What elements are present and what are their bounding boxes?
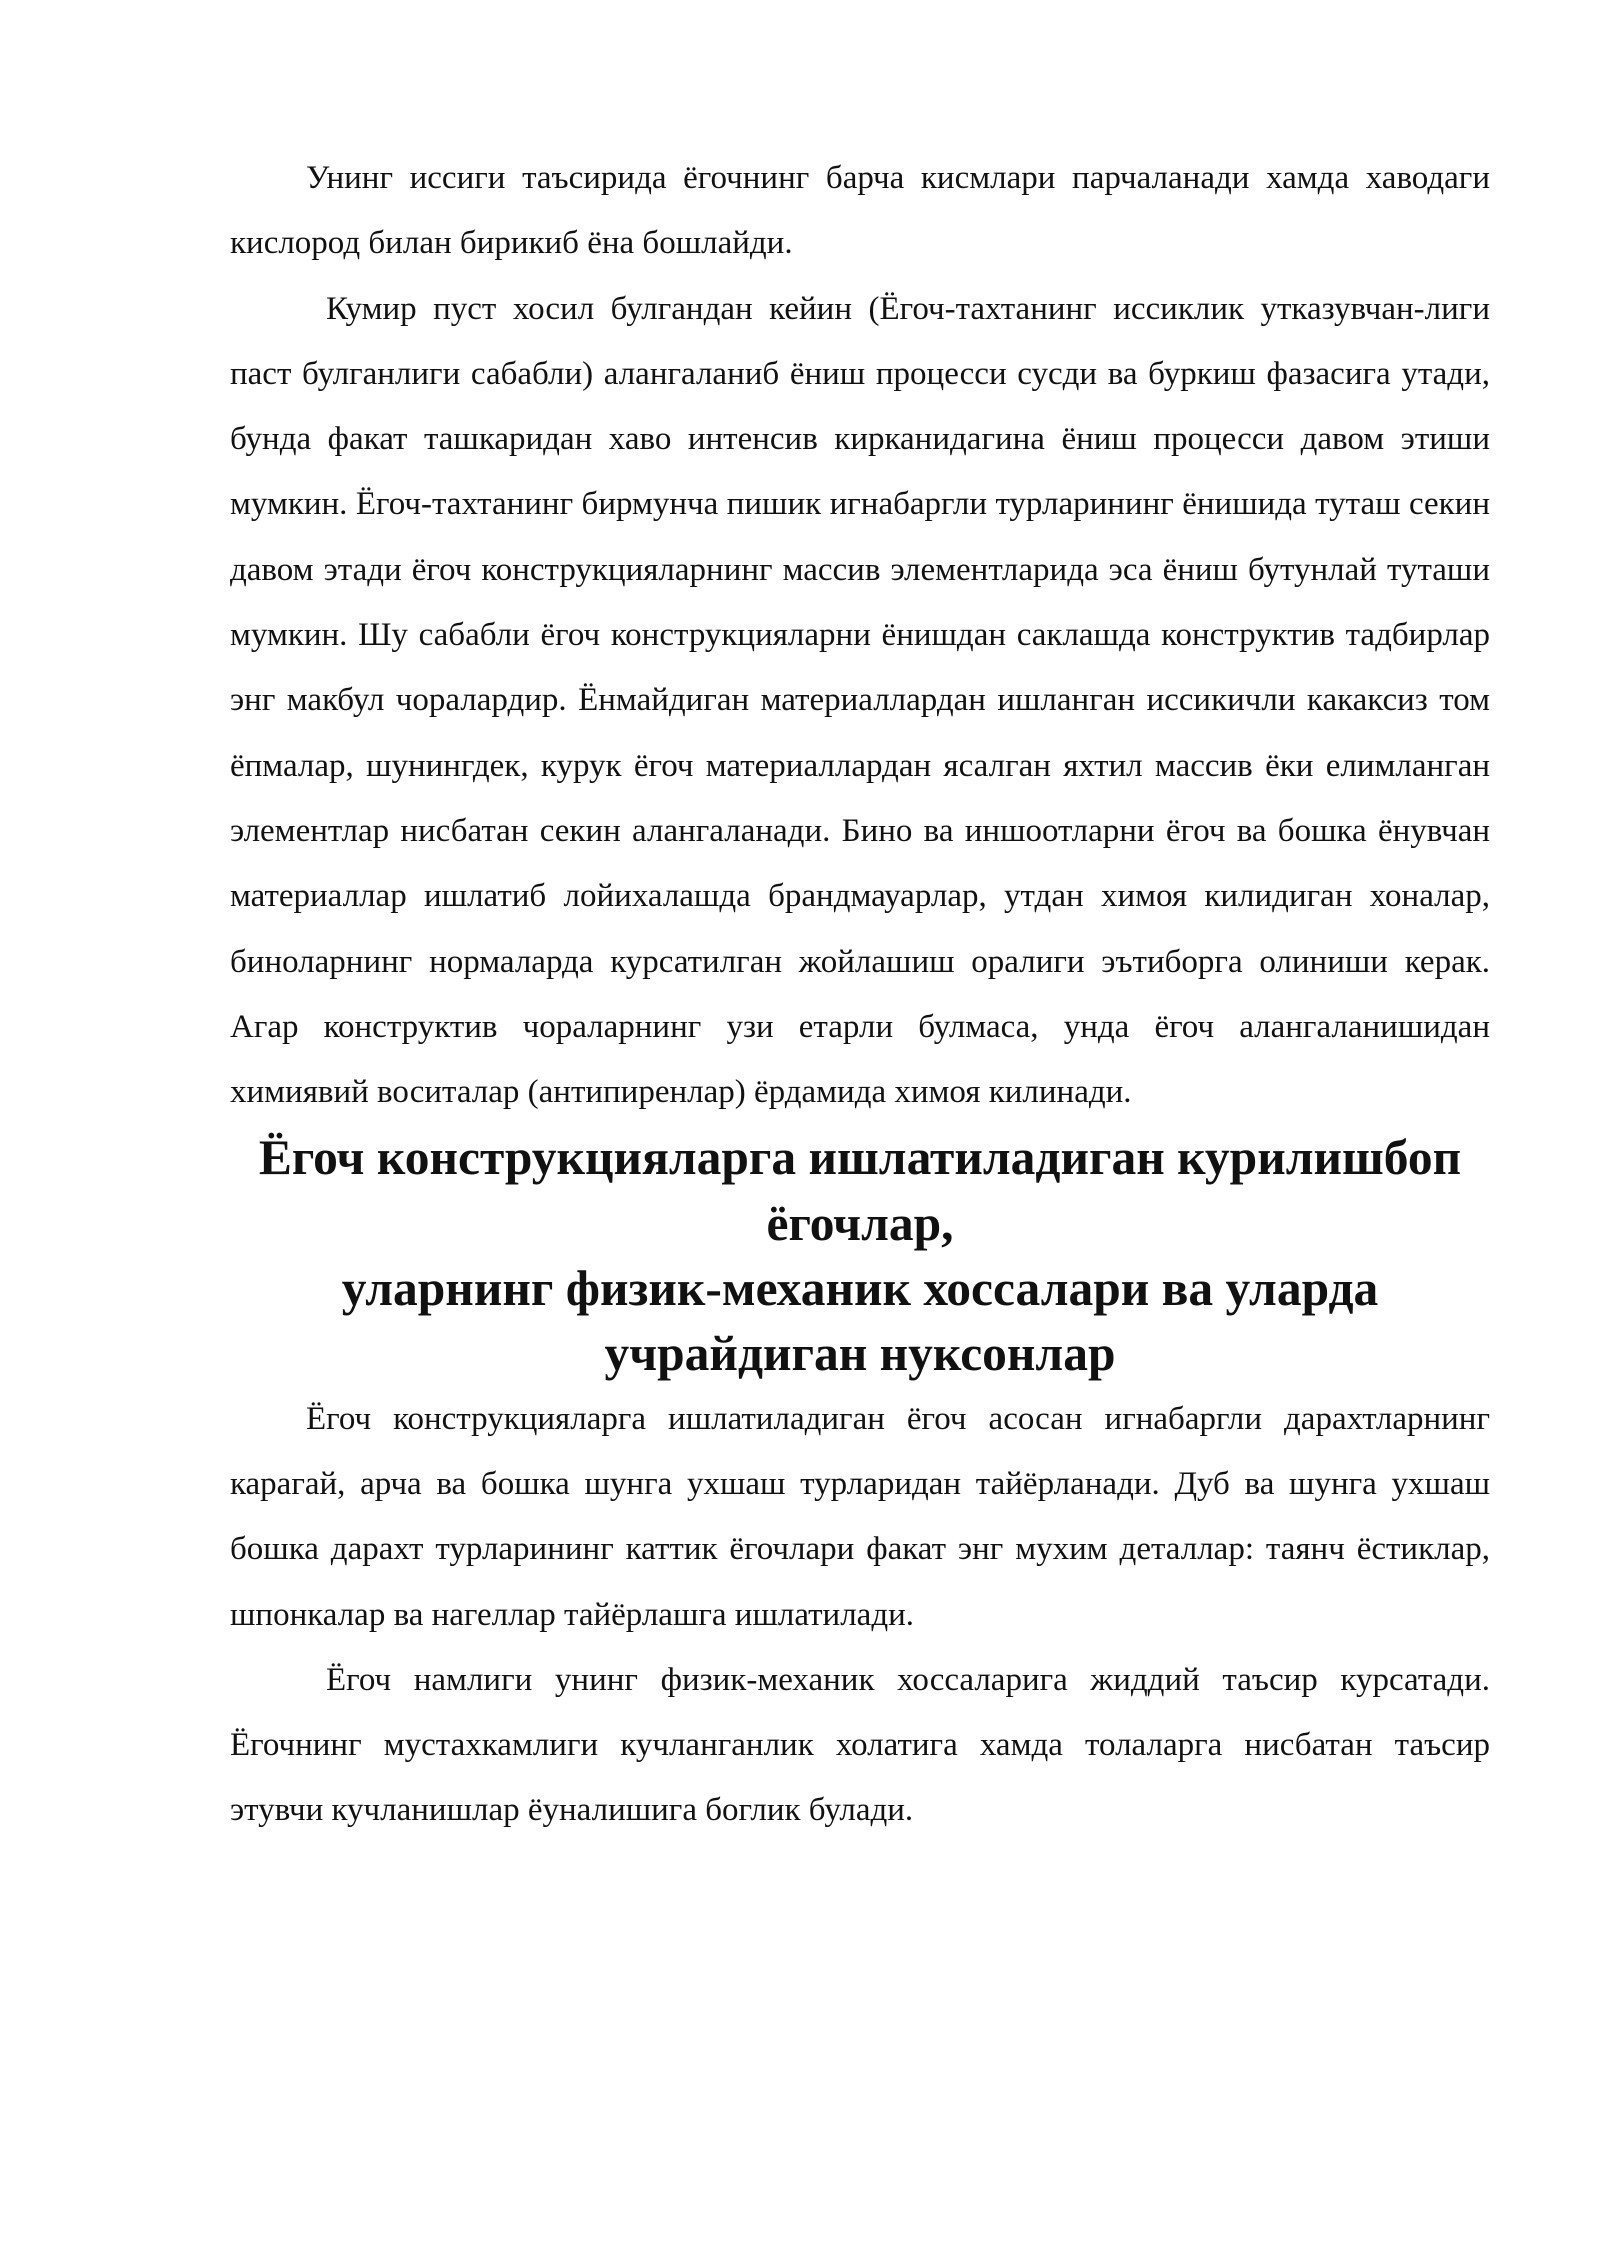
document-page (230, 146, 1490, 1844)
paragraph-wood-combustion: Унинг иссиги таъсирида ёгочнинг барча кисмлари парчаланади хамда хаводаги кислород билан бирикиб ёна бошлайди. (230, 160, 1490, 262)
section-heading-line-2: уларнинг физик-механик хоссалари ва уларда учрайдиган нуксонлар (341, 1261, 1379, 1382)
paragraph-wood-types: Ёгоч конструкцияларга ишлатиладиган ёгоч асосан игнабаргли дарахтларнинг карагай, арча ва бошка шунга ухшаш турларидан тайёрланади. Дуб ва шунга ухшаш бошка дарахт турларининг каттик ёгочлари факат энг мухим деталлар: таянч ёстиклар, шпонкалар ва нагеллар тайёрлашга ишлатилади. (230, 1400, 1490, 1633)
paragraph-fire-protection: Кумир пуст хосил булгандан кейин (Ёгоч-тахтанинг иссиклик утказувчан-лиги паст булганлиги сабабли) алангаланиб ёниш процесси сусди ва буркиш фазасига утади, бунда факат ташкаридан хаво интенсив кирканидагина ёниш процесси давом этиши мумкин. Ёгоч-тахтанинг бирмунча пишик игнабаргли турларининг ёнишида туташ секин давом этади ёгоч конструкцияларнинг массив элементларида эса ёниш бутунлай туташи мумкин. Шу сабабли ёгоч конструкцияларни ёнишдан саклашда конструктив тадбирлар энг макбул чоралардир. Ёнмайдиган материаллардан ишланган иссикичли какаксиз том ёпмалар, шунингдек, курук ёгоч материаллардан ясалган яхтил массив ёки елимланган элементлар нисбатан секин алангаланади. Бино ва иншоотларни ёгоч ва бошка ёнувчан материаллар ишлатиб лойихалашда брандмауарлар, утдан химоя килидиган хоналар, биноларнинг нормаларда курсатилган жойлашиш оралиги эътиборга олиниши керак. Агар конструктив чораларнинг узи етарли булмаса, унда ёгоч алангаланишидан химиявий воситалар (антипиренлар) ёрдамида химоя килинади. (230, 290, 1490, 1111)
section-heading-line-1: Ёгоч конструкцияларга ишлатиладиган курилишбоп ёгочлар, (258, 1130, 1462, 1251)
paragraph-wood-moisture: Ёгоч намлиги унинг физик-механик хоссаларига жиддий таъсир курсатади. Ёгочнинг мустахкамлиги кучланганлик холатига хамда толаларга нисбатан таъсир этувчи кучланишлар ёуналишига боглик булади. (230, 1661, 1490, 1829)
section-heading (230, 1125, 1490, 1386)
